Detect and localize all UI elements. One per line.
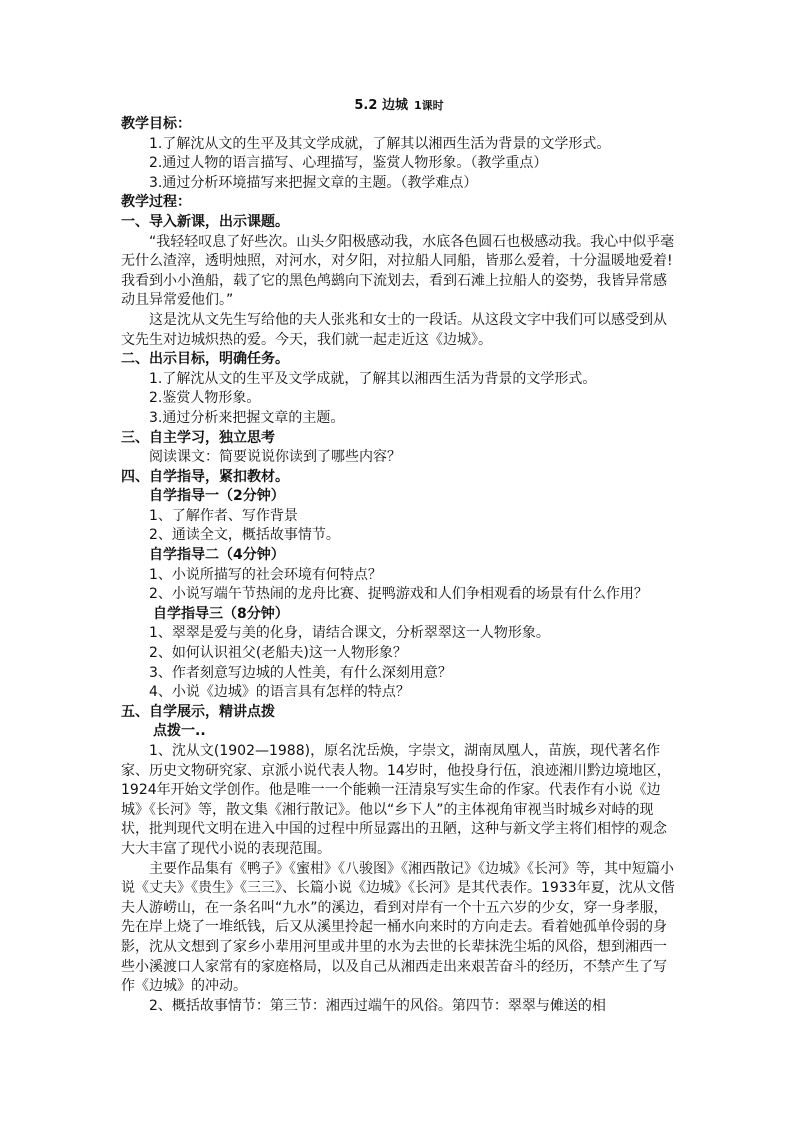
guide-2-heading: 自学指导二（4分钟）: [149, 547, 285, 564]
goal-item: 2.通过人物的语言描写、心理描写，鉴赏人物形象。（教学重点）: [149, 155, 548, 172]
guide-1-item: 2、通读全文，概括故事情节。: [149, 527, 340, 544]
section-heading-3: 三、自主学习，独立思考: [121, 429, 275, 446]
guide-3-heading: 自学指导三（8分钟）: [153, 605, 289, 622]
guide-3-item: 4、小说《边城》的语言具有怎样的特点？: [149, 684, 410, 701]
target-item: 3.通过分析来把握文章的主题。: [149, 409, 345, 426]
goals-heading: 教学目标：: [121, 116, 191, 132]
target-item: 2.鉴赏人物形象。: [149, 390, 261, 407]
target-item: 1.了解沈从文的生平及文学成就，了解其以湘西生活为背景的文学形式。: [149, 370, 597, 387]
guide-1-heading: 自学指导一（2分钟）: [149, 488, 285, 505]
guide-3-item: 3、作者刻意写边城的人性美，有什么深刻用意？: [149, 664, 452, 681]
section-heading-5: 五、自学展示，精讲点拨: [121, 703, 275, 720]
goal-item: 1.了解沈从文的生平及其文学成就，了解其以湘西生活为背景的文学形式。: [149, 135, 611, 152]
title-lesson-count: 1课时: [413, 99, 444, 112]
guide-3-item: 2、如何认识祖父(老船夫)这一人物形象？: [149, 645, 407, 662]
document-page: [121, 97, 677, 1016]
guide-2-item: 2、小说写端午节热闹的龙舟比赛、捉鸭游戏和人们争相观看的场景有什么作用？: [149, 586, 648, 603]
section-heading-1: 一、导入新课，出示课题。: [121, 213, 289, 230]
intro-quote: “我轻轻叹息了好些次。山头夕阳极感动我，水底各色圆石也极感动我。我心中似乎毫无什么渣滓，透明烛照，对河水，对夕阳，对拉船人同船，皆那么爱着，十分温暖地爱着!我看到小小渔船，载了它的黑色鸬鹚向下流划去，看到石滩上拉船人的姿势，我皆异常感动且异常爱他们。”: [121, 233, 675, 309]
process-heading: 教学过程：: [121, 194, 191, 211]
works-paragraph: 主要作品集有《鸭子》《蜜柑》《八骏图》《湘西散记》《边城》《长河》等，其中短篇小说《丈夫》《贵生》《三三》、长篇小说《边城》《长河》是其代表作。1933年夏，沈从文偕夫人游崂山，在一条名叫“九水”的溪边，看到对岸有一个十五六岁的少女，穿一身孝服，先在岸上烧了一堆纸钱，后又从溪里拎起一桶水向来时的方向走去。看着她孤单伶弱的身影，沈从文想到了家乡小辈用河里或井里的水为去世的长辈抹洗尘垢的风俗，想到湘西一些小溪渡口人家常有的家庭格局，以及自己从湘西走出来艰苦奋斗的经历，不禁产生了写作《边城》的冲动。: [121, 860, 675, 995]
section-heading-4: 四、自学指导，紧扣教材。: [121, 468, 289, 485]
tip-heading: 点拨一..: [153, 723, 206, 740]
document-title: [121, 97, 677, 115]
plot-paragraph: 2、概括故事情节：第三节：湘西过端午的风俗。第四节：翠翠与傩送的相: [149, 997, 606, 1014]
title-text: 5.2 边城: [354, 98, 408, 113]
goal-item: 3.通过分析环境描写来把握文章的主题。（教学难点）: [149, 174, 478, 191]
self-study-text: 阅读课文：简要说说你读到了哪些内容？: [149, 449, 401, 466]
author-paragraph: 1、沈从文(1902—1988)，原名沈岳焕，字崇文，湖南凤凰人，苗族，现代著名作家、历史文物研究家、京派小说代表人物。14岁时，他投身行伍，浪迹湘川黔边境地区，1924年开始文学创作。他是唯一一个能赖一汪清泉写实生命的作家。代表作有小说《边城》《长河》等，散文集《湘行散记》。他以“乡下人”的主体视角审视当时城乡对峙的现状，批判现代文明在进入中国的过程中所显露出的丑陋，这种与新文学主将们相悖的观念大大丰富了现代小说的表现范围。: [121, 743, 671, 857]
section-heading-2: 二、出示目标，明确任务。: [121, 351, 289, 368]
guide-1-item: 1、了解作者、写作背景: [149, 507, 298, 524]
guide-2-item: 1、小说所描写的社会环境有何特点？: [149, 566, 382, 583]
intro-paragraph: 这是沈从文先生写给他的夫人张兆和女士的一段话。从这段文字中我们可以感受到从文先生对边城炽热的爱。今天，我们就一起走近这《边城》。: [121, 311, 667, 348]
guide-3-item: 1、翠翠是爱与美的化身，请结合课文，分析翠翠这一人物形象。: [149, 625, 550, 642]
